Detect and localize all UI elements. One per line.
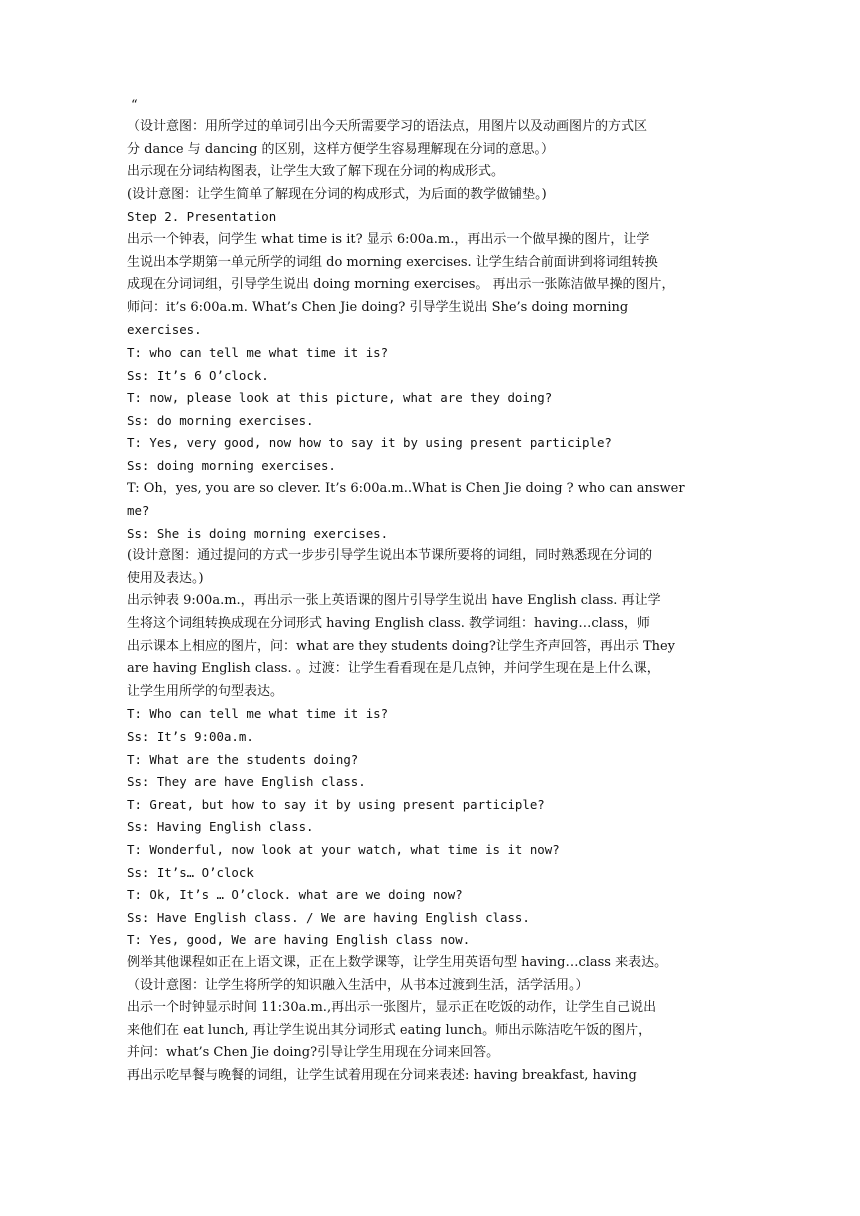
text-line: Ss: She is doing morning exercises. (127, 525, 389, 541)
text-line: 出示课本上相应的图片，问：what are they students doing?让学生齐声回答，再出示 They (127, 638, 676, 654)
text-line: 来他们在 eat lunch, 再让学生说出其分词形式 eating lunch。师出示陈洁吃午饭的图片， (127, 1022, 652, 1038)
text-line: T: Who can tell me what time it is? (127, 706, 389, 722)
text-line: Ss: do morning exercises. (127, 412, 314, 428)
paragraph (127, 523, 733, 546)
paragraph (127, 952, 733, 975)
paragraph (127, 478, 733, 523)
paragraph (127, 342, 733, 365)
text-line: exercises. (127, 322, 202, 338)
paragraph (127, 839, 733, 862)
paragraph (127, 229, 733, 342)
paragraph (127, 907, 733, 930)
paragraph (127, 365, 733, 388)
paragraph (127, 590, 733, 703)
text-line: T: Yes, very good, now how to say it by using present participle? (127, 435, 612, 451)
paragraph (127, 161, 733, 184)
paragraph (127, 116, 733, 161)
paragraph (127, 206, 733, 229)
paragraph (127, 432, 733, 455)
paragraph (127, 184, 733, 207)
text-line: (设计意图：通过提问的方式一步步引导学生说出本节课所要将的词组，同时熟悉现在分词的 (127, 548, 653, 564)
text-line: 出示现在分词结构图表，让学生大致了解下现在分词的构成形式。 (127, 164, 505, 180)
paragraph (127, 816, 733, 839)
text-line: 出示钟表 9:00a.m.，再出示一张上英语课的图片引导学生说出 have English class. 再让学 (127, 593, 661, 609)
paragraph (127, 387, 733, 410)
paragraph (127, 997, 733, 1065)
text-line: Ss: Having English class. (127, 819, 314, 835)
text-line: T: Ok, It’s … O’clock. what are we doing now? (127, 887, 463, 903)
paragraph (127, 884, 733, 907)
paragraph (127, 1065, 733, 1088)
text-line: are having English class. 。过渡：让学生看看现在是几点钟，并问学生现在是上什么课， (127, 661, 660, 677)
text-line: 再出示吃早餐与晚餐的词组，让学生试着用现在分词来表述: having breakfast, having (127, 1067, 637, 1083)
text-line: Ss: They are have English class. (127, 774, 366, 790)
text-line: T: Wonderful, now look at your watch, what time is it now? (127, 842, 560, 857)
document-body (127, 116, 733, 1088)
text-line: 并问：what’s Chen Jie doing?引导让学生用现在分词来回答。 (127, 1045, 500, 1061)
paragraph (127, 929, 733, 952)
text-line: Ss: doing morning exercises. (127, 457, 336, 473)
text-line: Ss: Have English class. / We are having English class. (127, 909, 530, 925)
text-line: 生说出本学期第一单元所学的词组 do morning exercises. 让学生结合前面讲到将词组转换 (127, 254, 658, 270)
paragraph (127, 749, 733, 772)
text-line: 分 dance 与 dancing 的区别，这样方便学生容易理解现在分词的意思。） (127, 141, 555, 157)
text-line: 出示一个钟表，问学生 what time is it? 显示 6:00a.m.，再出示一个做早操的图片，让学 (127, 231, 650, 247)
paragraph (127, 703, 733, 726)
text-line: T: now, please look at this picture, what are they doing? (127, 390, 553, 406)
paragraph (127, 862, 733, 885)
text-line: Ss: It’s… O’clock (127, 864, 254, 880)
text-line: 使用及表达。) (127, 570, 204, 586)
text-line: 让学生用所学的句型表达。 (127, 683, 284, 699)
paragraph (127, 794, 733, 817)
document-page (127, 96, 733, 1088)
text-line: （设计意图：用所学过的单词引出今天所需要学习的语法点，用图片以及动画图片的方式区 (127, 119, 648, 134)
paragraph (127, 975, 733, 998)
text-line: Ss: It’s 6 O’clock. (127, 367, 269, 383)
paragraph (127, 455, 733, 478)
text-line: T: Yes, good, We are having English class now. (127, 932, 471, 948)
text-line: T: Great, but how to say it by using present participle? (127, 796, 545, 812)
paragraph (127, 545, 733, 590)
text-line: 例举其他课程如正在上语文课，正在上数学课等，让学生用英语句型 having…class 来表达。 (127, 954, 668, 970)
text-line: T: What are the students doing? (127, 751, 359, 767)
opening-quote-mark: “ (131, 98, 138, 113)
text-line: 师问：it’s 6:00a.m. What’s Chen Jie doing? 引导学生说出 She’s doing morning (127, 299, 629, 315)
text-line: Step 2. Presentation (127, 209, 277, 225)
text-line: Ss: It’s 9:00a.m. (127, 729, 254, 745)
text-line: 生将这个词组转换成现在分词形式 having English class. 教学词组：having…class，师 (127, 616, 650, 632)
text-line: me? (127, 503, 150, 519)
paragraph (127, 726, 733, 749)
paragraph (127, 771, 733, 794)
text-line: （设计意图：让学生将所学的知识融入生活中，从书本过渡到生活，活学活用。） (127, 977, 589, 993)
text-line: T: Oh，yes, you are so clever. It’s 6:00a.m..What is Chen Jie doing ? who can answer (127, 480, 685, 496)
text-line: T: who can tell me what time it is? (127, 344, 389, 360)
paragraph (127, 410, 733, 433)
text-line: 出示一个时钟显示时间 11:30a.m.,再出示一张图片，显示正在吃饭的动作，让学生自己说出 (127, 1000, 657, 1016)
text-line: (设计意图：让学生简单了解现在分词的构成形式，为后面的教学做铺垫。) (127, 186, 547, 202)
text-line: 成现在分词词组，引导学生说出 doing morning exercises。 再出示一张陈洁做早操的图片， (127, 277, 675, 293)
